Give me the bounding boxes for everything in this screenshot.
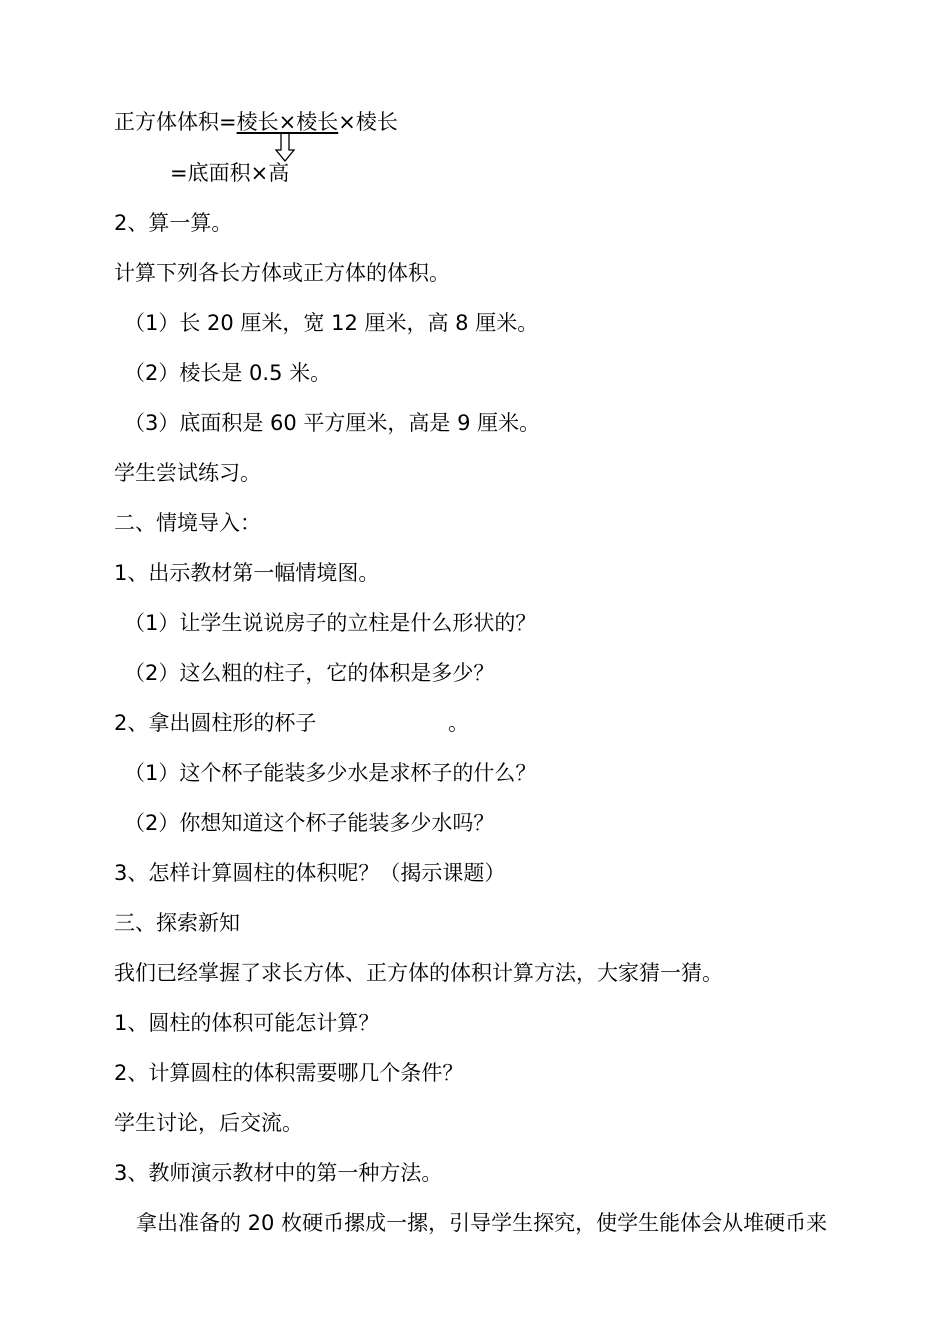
formula-line-1 [114, 108, 398, 136]
text-line: 1、圆柱的体积可能怎计算？ [114, 1011, 380, 1035]
list-item: （2）你想知道这个杯子能装多少水吗？ [124, 811, 495, 835]
list-item: （1）让学生说说房子的立柱是什么形状的？ [124, 611, 537, 635]
section-heading: 2、算一算。 [114, 211, 233, 235]
text-line: 3、怎样计算圆柱的体积呢？（揭示课题） [114, 861, 506, 885]
formula-rest: ×棱长 [338, 110, 398, 134]
formula-underlined: 棱长×棱长 [236, 110, 339, 134]
trailing-period: 。 [448, 711, 469, 735]
text-line: 1、出示教材第一幅情境图。 [114, 561, 380, 585]
text-line: 计算下列各长方体或正方体的体积。 [114, 261, 450, 285]
text-line: 2、计算圆柱的体积需要哪几个条件？ [114, 1061, 464, 1085]
text-line: 学生讨论，后交流。 [114, 1111, 303, 1135]
text-line: 2、拿出圆柱形的杯子 [114, 711, 317, 735]
formula-line-2: =底面积×高 [170, 161, 290, 185]
down-arrow-icon [274, 132, 296, 162]
text-line: 我们已经掌握了求长方体、正方体的体积计算方法，大家猜一猜。 [114, 961, 723, 985]
paragraph-line: 拿出准备的 20 枚硬币摞成一摞，引导学生探究，使学生能体会从堆硬币来 [136, 1211, 828, 1235]
section-heading: 二、情境导入： [114, 511, 261, 535]
list-item: （1）长 20 厘米，宽 12 厘米，高 8 厘米。 [124, 311, 539, 335]
list-item: （3）底面积是 60 平方厘米，高是 9 厘米。 [124, 411, 541, 435]
formula-lhs: 正方体体积= [114, 110, 237, 134]
list-item: （2）棱长是 0.5 米。 [124, 361, 332, 385]
text-line: 3、教师演示教材中的第一种方法。 [114, 1161, 443, 1185]
list-item: （1）这个杯子能装多少水是求杯子的什么？ [124, 761, 537, 785]
section-heading: 三、探索新知 [114, 911, 240, 935]
list-item: （2）这么粗的柱子，它的体积是多少？ [124, 661, 495, 685]
text-line: 学生尝试练习。 [114, 461, 261, 485]
